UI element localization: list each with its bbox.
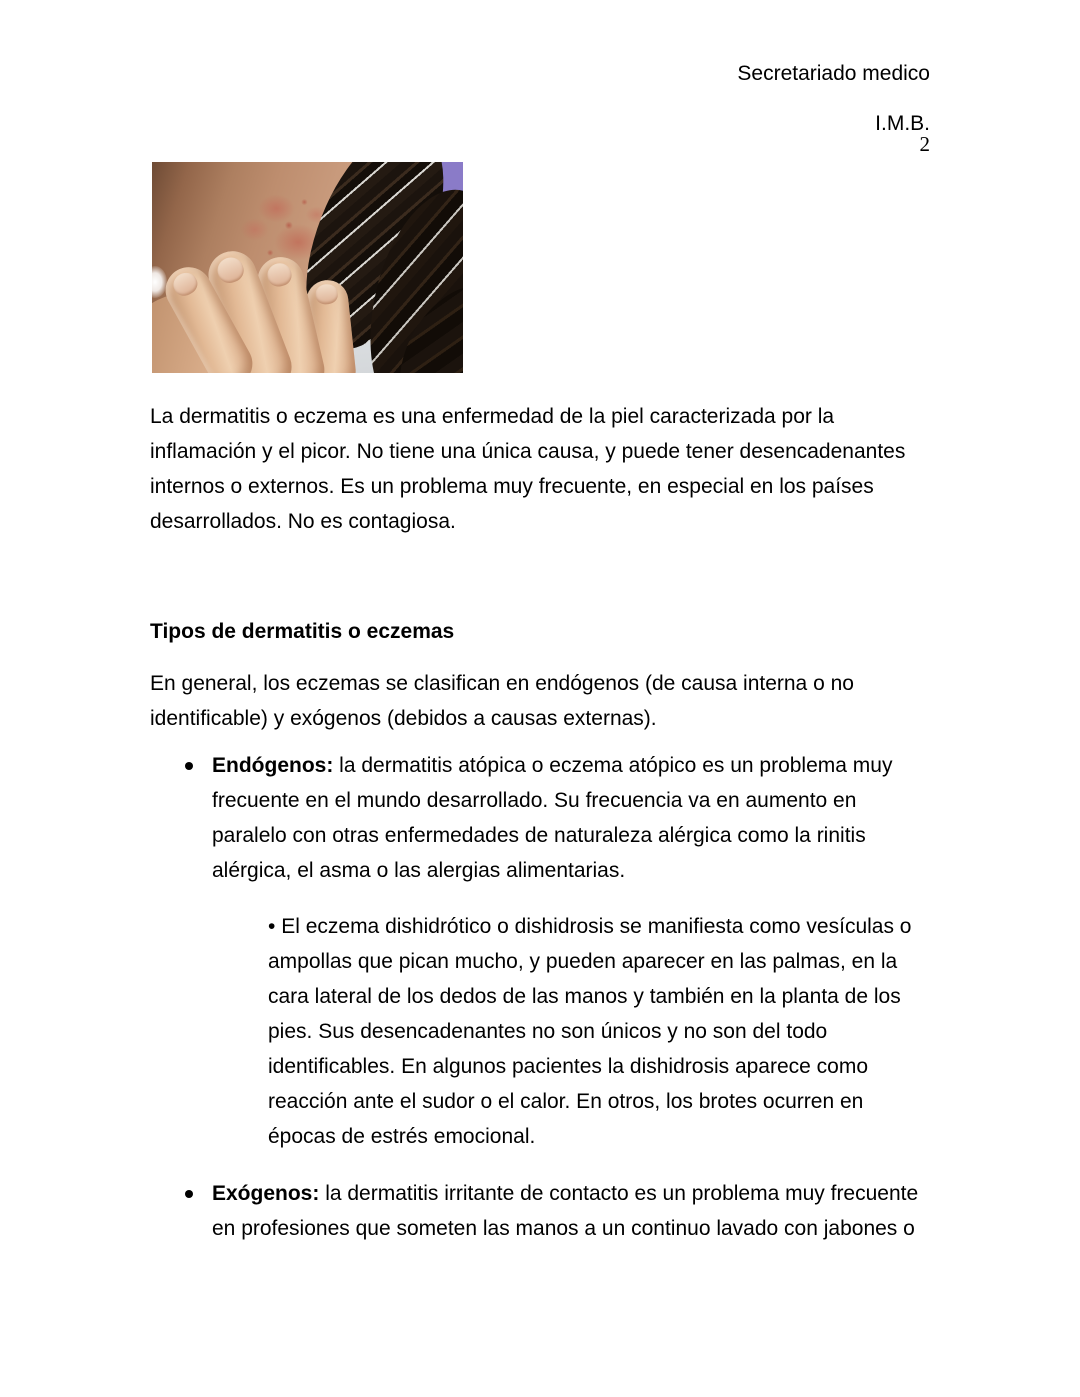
page-number: 2	[919, 132, 930, 156]
bullet-text	[212, 1176, 930, 1246]
header-initials: I.M.B.	[875, 112, 930, 135]
bullet-body-endogenos: la dermatitis atópica o eczema atópico es un problema muy frecuente en el mundo desarrollado. Su frecuencia va en aumento en paralelo con otras enfermedades de naturaleza alérgica como la rinitis alérgica, el asma o las alergias alimentarias.	[212, 754, 893, 882]
section-heading: Tipos de dermatitis o eczemas	[150, 620, 455, 643]
sub-bullet-marker: •	[268, 915, 276, 938]
header-course-title: Secretariado medico	[737, 62, 930, 85]
bullet-lead-endogenos: Endógenos:	[212, 754, 334, 777]
neck-scratching-photo	[152, 162, 463, 373]
bullet-body-exogenos: la dermatitis irritante de contacto es un problema muy frecuente en profesiones que someten las manos a un continuo lavado con jabones o	[212, 1182, 919, 1240]
classification-paragraph: En general, los eczemas se clasifican en endógenos (de causa interna o no identificable) y exógenos (debidos a causas externas).	[150, 672, 854, 730]
bullet-item-exogenos	[150, 1176, 930, 1246]
document-body	[150, 399, 930, 1246]
sub-bullet-text: El eczema dishidrótico o dishidrosis se manifiesta como vesículas o ampollas que pican mucho, y pueden aparecer en las palmas, en la cara lateral de los dedos de las manos y también en la planta de los pies. Sus desencadenantes no son únicos y no son del todo identificables. En algunos pacientes la dishidrosis aparece como reacción ante el sudor o el calor. En otros, los brotes ocurren en épocas de estrés emocional.	[268, 915, 912, 1148]
intro-paragraph: La dermatitis o eczema es una enfermedad de la piel caracterizada por la inflamación y el picor. No tiene una única causa, y puede tener desencadenantes internos o externos. Es un problema muy frecuente, en especial en los países desarrollados. No es contagiosa.	[150, 405, 906, 533]
sub-bullet-dishidrosis	[268, 909, 933, 1154]
bullet-text	[212, 748, 930, 888]
bullet-marker-icon	[185, 762, 193, 770]
bullet-lead-exogenos: Exógenos:	[212, 1182, 320, 1205]
bullet-item-endogenos	[150, 748, 930, 888]
bullet-marker-icon	[185, 1190, 193, 1198]
